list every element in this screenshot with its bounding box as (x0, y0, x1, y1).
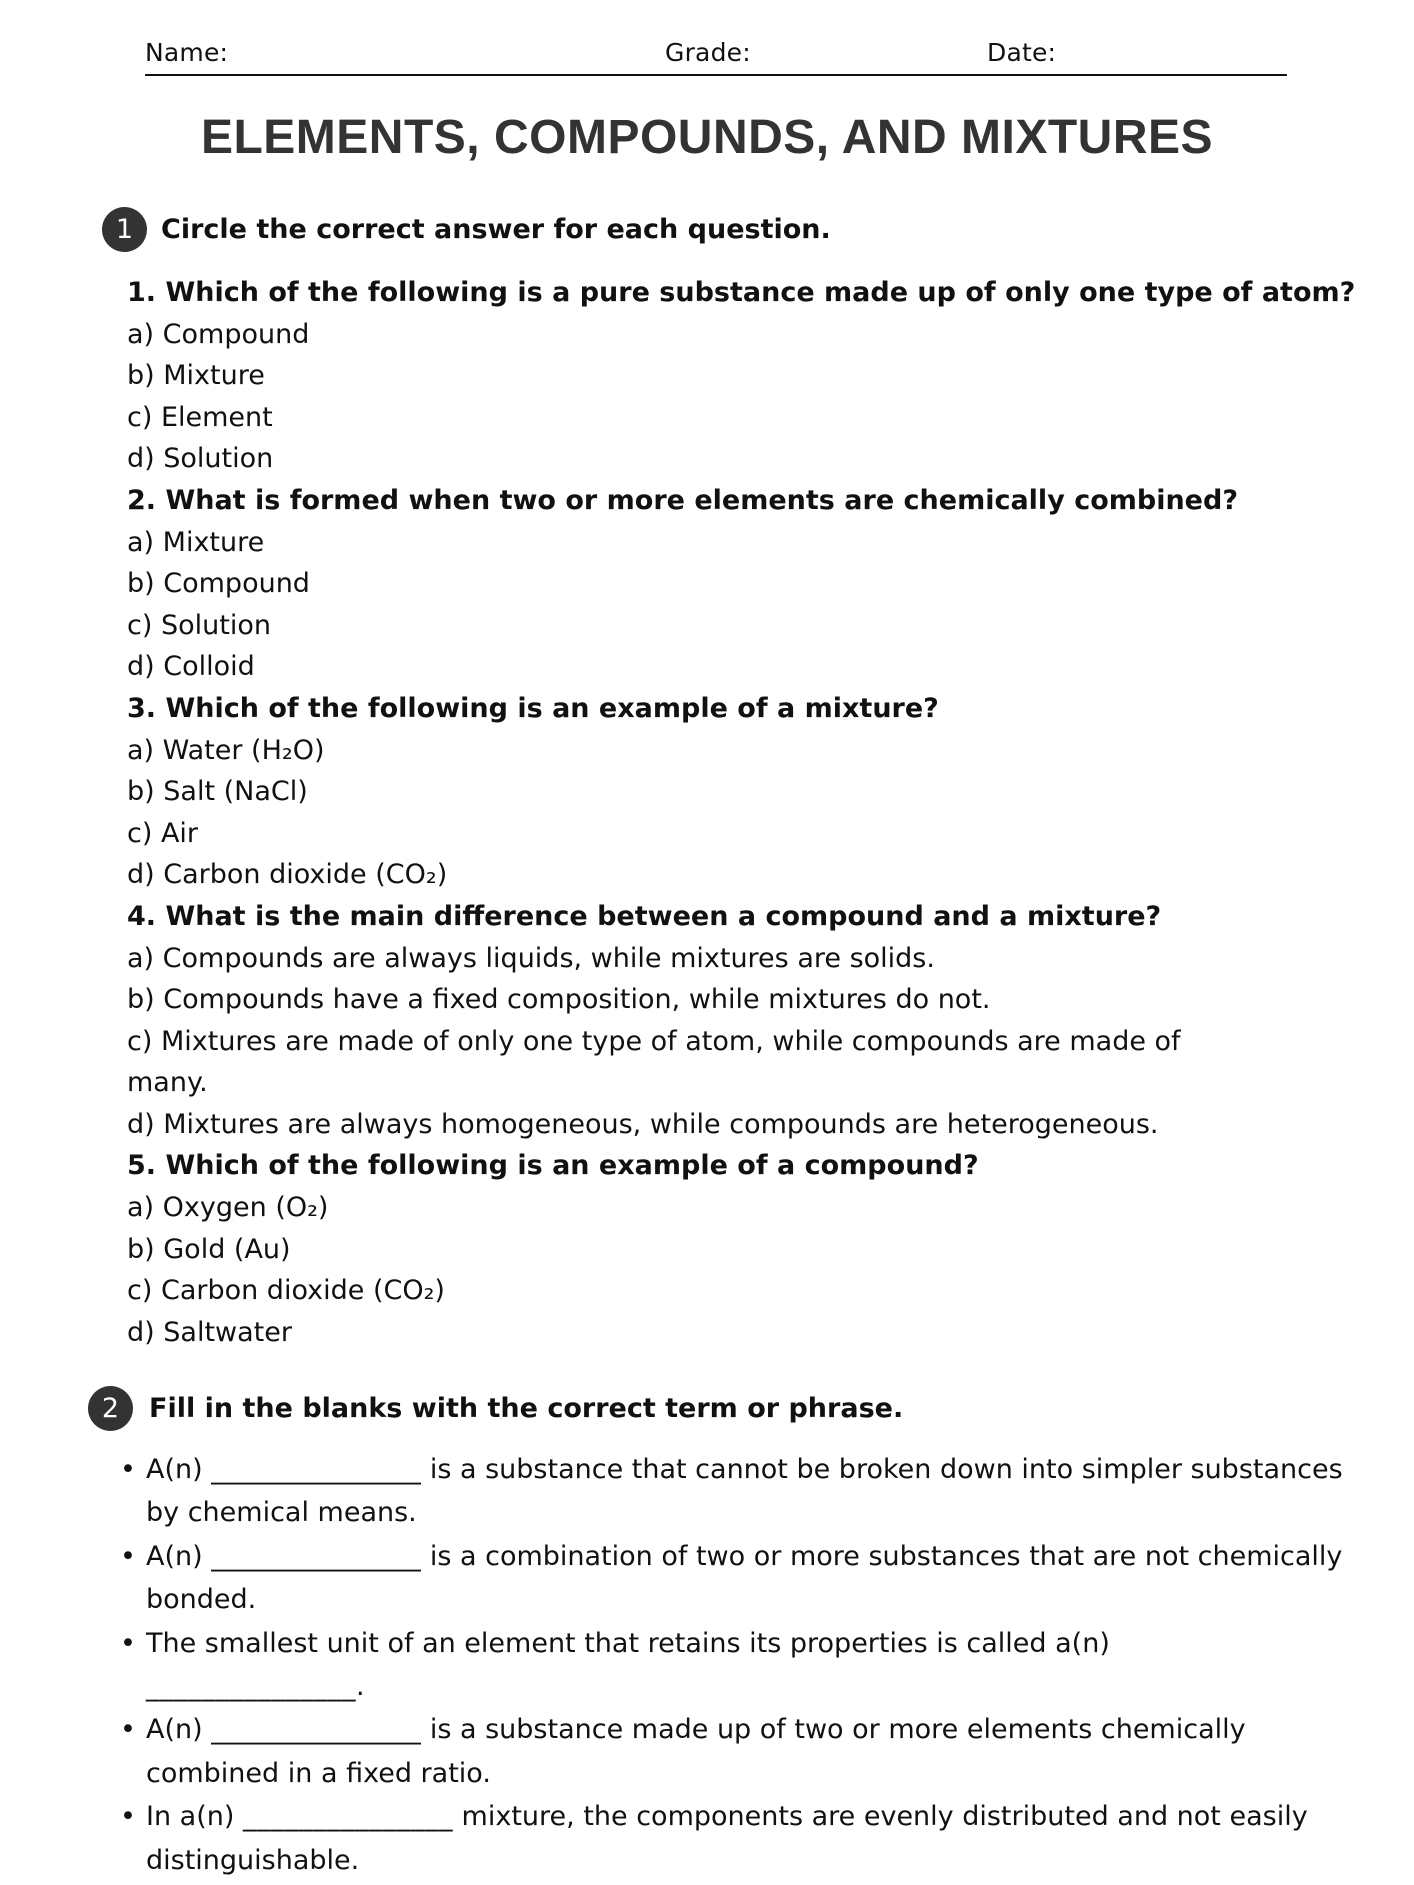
question-4-prompt: 4. What is the main difference between a compound and a mixture? (127, 900, 1162, 932)
answer-blank[interactable]: _______________ (211, 1714, 422, 1746)
header-underline (145, 74, 1287, 76)
question-2-option-d[interactable]: d) Colloid (127, 651, 255, 683)
question-2-option-b[interactable]: b) Compound (127, 568, 310, 600)
question-5-prompt: 5. Which of the following is an example of a compound? (127, 1150, 979, 1182)
question-5-option-a[interactable]: a) Oxygen (O₂) (127, 1192, 329, 1224)
item-text-after: is a substance made up of two or more elements chemically combined in a fixed ratio. (146, 1714, 1246, 1789)
answer-blank[interactable]: _______________ (242, 1801, 453, 1833)
name-field-label[interactable]: Name: (145, 38, 229, 67)
item-text-after: is a combination of two or more substances that are not chemically bonded. (146, 1540, 1343, 1616)
date-field-label[interactable]: Date: (987, 38, 1057, 67)
question-2-option-c[interactable]: c) Solution (127, 609, 271, 641)
question-1-option-c[interactable]: c) Element (127, 401, 273, 433)
item-text-before: The smallest unit of an element that retains its properties is called a(n) (146, 1627, 1110, 1659)
question-1-prompt: 1. Which of the following is a pure substance made up of only one type of atom? (127, 277, 1356, 308)
question-1-option-d[interactable]: d) Solution (127, 443, 274, 475)
bullet-icon: • (120, 1714, 136, 1746)
multiple-choice-list (127, 272, 1356, 1353)
question-4-option-c[interactable]: c) Mixtures are made of only one type of atom, while compounds are made of many. (127, 1025, 1181, 1099)
bullet-icon: • (120, 1454, 136, 1485)
question-5-option-b[interactable]: b) Gold (Au) (127, 1233, 291, 1265)
item-text-before: A(n) (146, 1540, 212, 1572)
question-2-prompt: 2. What is formed when two or more elements are chemically combined? (127, 484, 1238, 516)
fill-in-item-4 (120, 1708, 1350, 1795)
section-1-header (102, 207, 831, 252)
item-text-before: A(n) (146, 1714, 212, 1746)
question-5-option-c[interactable]: c) Carbon dioxide (CO₂) (127, 1275, 445, 1307)
question-3-option-c[interactable]: c) Air (127, 817, 199, 849)
answer-blank[interactable]: _______________ (211, 1454, 422, 1485)
question-1-option-a[interactable]: a) Compound (127, 318, 310, 350)
question-4-option-b[interactable]: b) Compounds have a fixed composition, while mixtures do not. (127, 984, 991, 1016)
item-text-before: In a(n) (146, 1801, 243, 1833)
question-1-option-b[interactable]: b) Mixture (127, 360, 265, 392)
section-number-badge-icon: 2 (88, 1386, 133, 1431)
answer-blank[interactable]: _______________ (146, 1671, 356, 1703)
section-2-instruction: Fill in the blanks with the correct term or phrase. (149, 1393, 904, 1424)
question-2-option-a[interactable]: a) Mixture (127, 526, 265, 558)
student-info-row (145, 38, 1287, 74)
grade-field-label[interactable]: Grade: (665, 38, 751, 67)
section-2-header (88, 1386, 903, 1431)
item-text-after: mixture, the components are evenly distributed and not easily distinguishable. (146, 1801, 1308, 1876)
item-text-after: is a substance that cannot be broken down into simpler substances by chemical means. (146, 1454, 1343, 1529)
bullet-icon: • (120, 1540, 136, 1572)
fill-in-blank-list (120, 1448, 1350, 1882)
fill-in-item-1 (120, 1448, 1350, 1535)
section-1-instruction: Circle the correct answer for each question. (161, 214, 831, 245)
bullet-icon: • (120, 1627, 136, 1659)
bullet-icon: • (120, 1801, 136, 1833)
question-3-option-a[interactable]: a) Water (H₂O) (127, 734, 325, 766)
answer-blank[interactable]: _______________ (211, 1540, 422, 1572)
question-3-option-d[interactable]: d) Carbon dioxide (CO₂) (127, 859, 448, 891)
fill-in-item-3 (120, 1622, 1296, 1709)
section-number-badge-icon: 1 (102, 207, 147, 252)
fill-in-item-5 (120, 1795, 1350, 1882)
question-4-option-a[interactable]: a) Compounds are always liquids, while mixtures are solids. (127, 942, 935, 974)
item-text-after: . (356, 1671, 365, 1703)
question-3-option-b[interactable]: b) Salt (NaCl) (127, 776, 308, 808)
worksheet-title: ELEMENTS, COMPOUNDS, AND MIXTURES (200, 111, 1214, 164)
question-5-option-d[interactable]: d) Saltwater (127, 1316, 292, 1348)
question-4-option-d[interactable]: d) Mixtures are always homogeneous, while compounds are heterogeneous. (127, 1108, 1159, 1140)
question-3-prompt: 3. Which of the following is an example of a mixture? (127, 692, 939, 724)
fill-in-item-2 (120, 1535, 1350, 1622)
item-text-before: A(n) (146, 1454, 212, 1485)
